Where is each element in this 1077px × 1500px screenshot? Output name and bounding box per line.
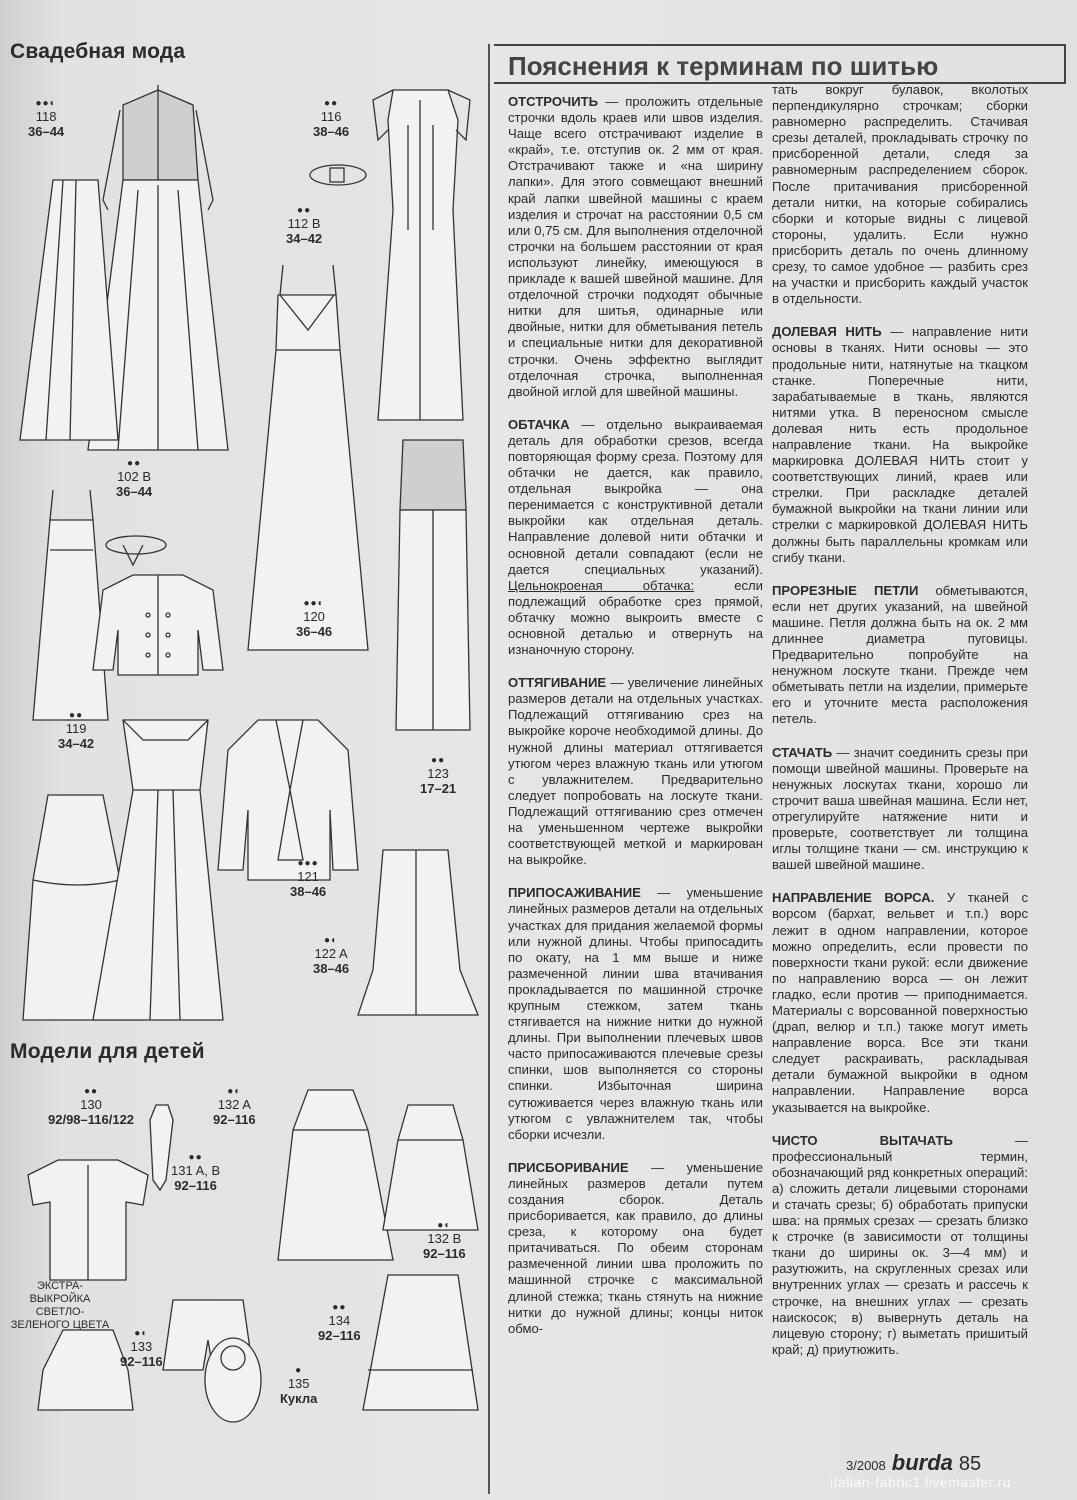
sketch-120-jacket — [93, 575, 223, 675]
model-label-133: ●◐ 133 92–116 — [120, 1328, 163, 1369]
glossary-entry: ОТТЯГИВАНИЕ — увеличение линейных размеров детали на отдельных участках. Подлежащий оттягиванию срез на выкройке короче необходимой длины. До нужной длины материал оттягивается утюгом через влажную ткань или утюгом с увлажнителем. Предварительно следует попробовать на лоскуте ткани. Подлежащий оттягиванию срез отмечен на уменьшенном чертеже выкройки соответствующей меткой и маркирован на выкройке. — [508, 675, 763, 868]
glossary-entry: ЧИСТО ВЫТАЧАТЬ — профессиональный термин, обозначающий ряд конкретных операций: а) сложить детали лицевыми сторонами и стачать срезы; б) обработать припуски шва: на прямых срезах — срезать близко к строчке (в зависимости от толщины ткани до ширины ок. 3—4 мм) и разутюжить, на скругленных срезах или внутренних углах — срезать и рассечь к строчке, на внешних углах — срезать наискосок; в) вывернуть деталь на лицевую сторону; г) выметать пришитый край; д) приутюжить. — [772, 1132, 1028, 1357]
model-label-118: ●●◐ 118 36–44 — [28, 98, 65, 139]
glossary-column-2 — [772, 82, 1028, 1375]
model-label-121: ●●● 121 38–46 — [290, 858, 327, 899]
sketch-belt — [310, 165, 366, 185]
sketch-133-top — [38, 1330, 133, 1410]
wedding-fashion-panel — [8, 30, 486, 1060]
extra-pattern-note: ЭКСТРА-ВЫКРОЙКА СВЕТЛО-ЗЕЛЕНОГО ЦВЕТА — [10, 1280, 110, 1331]
sketch-122a-skirt — [358, 850, 478, 1015]
model-label-122a: ●◐ 122 A 38–46 — [313, 935, 350, 976]
model-label-130: ●● 130 92/98–116/122 — [48, 1086, 135, 1127]
wedding-section-heading: Свадебная мода — [10, 40, 186, 63]
sketch-120-gown — [396, 440, 470, 730]
glossary-entry: ПРОРЕЗНЫЕ ПЕТЛИ обметываются, если нет других указаний, на швейной машине. Петля должна быть на ок. 2 мм длиннее диаметра пуговицы. Предварительно попробуйте на ненужном лоскуте ткани. Прежде чем обметывать петли на изделии, примерьте его и уточните места расположения петель. — [772, 582, 1028, 727]
model-label-120: ●●◐ 120 36–46 — [296, 598, 333, 639]
glossary-entry: ОТСТРОЧИТЬ — проложить отдельные строчки вдоль краев или швов изделия. Чаще всего отстрачивают изделие в «край», т.е. отступив ок. 2 мм от края. Отстрачивают также и «на ширину лапки». Для этого совмещают внешний край лапки швейной машины с краем изделия и строчат на расстоянии 0,5 см или 0,75 см. Для выполнения отделочной строчки на большем расстоянии от края используют линейку, имеющуюся в прикладе к вашей швейной машине. Для отделочной строчки подходят обычные нитки для шитья, одинарные или двойные, нитки для обметывания петель и специальные нитки для декоративной строчки. Очень эффектно выглядит отделочная строчка, выполненная двойной иглой для швейной машины. — [508, 94, 763, 399]
glossary-entry: ДОЛЕВАЯ НИТЬ — направление нити основы в тканях. Нити основы — это продольные нити, натянутые на ткацком станке. Поперечные нити, зарабатываемые в ткань, являются нитями утка. В переносном смысле долевая нить есть продольное направление ткани. На выкройке маркировка ДОЛЕВАЯ НИТЬ стоит у соответствующих линий, краев или стрелки. При раскладке деталей бумажной выкройки на ткани линии или стрелки с маркировкой ДОЛЕВАЯ НИТЬ должны быть параллельны кромкам или сгибу ткани. — [772, 324, 1029, 565]
kids-models-panel — [8, 1040, 486, 1440]
glossary-entry: ОБТАЧКА — отдельно выкраиваемая деталь для обработки срезов, всегда повторяющая форму среза. Поэтому для обтачки не дается, как правило, отдельная выкройка — она перенимается с конструктивной детали выкройки как отдельная деталь. Направление долевой нити обтачки и основной детали совпадают (если не дается специальных указаний). Цельнокроеная обтачка: если подлежащий обработке срез прямой, обтачку можно выкроить вместе с основной деталью и отвернуть на изнаночную сторону. — [508, 416, 763, 658]
sketch-116-gown — [373, 90, 470, 420]
model-label-132a: ●◐ 132 A 92–116 — [213, 1086, 256, 1127]
page-footer — [846, 1450, 981, 1476]
model-label-123: ●● 123 17–21 — [420, 755, 457, 796]
watermark: italian-fabric1.livemaster.ru — [830, 1474, 1012, 1490]
page-number: 85 — [958, 1453, 982, 1475]
brand-logo: burda — [891, 1450, 953, 1475]
sketch-132a-dress — [278, 1090, 393, 1260]
sketch-102b-dress — [33, 490, 108, 720]
column-divider — [488, 44, 490, 1494]
issue-number: 3/2008 — [846, 1458, 886, 1473]
model-label-132b: ●◐ 132 B 92–116 — [423, 1220, 466, 1261]
sketch-112b-dress — [248, 265, 368, 650]
sketch-tie — [150, 1105, 173, 1190]
model-label-135: ● 135 Кукла — [280, 1365, 318, 1406]
glossary-entry: СТАЧАТЬ — значит соединить срезы при помощи швейной машины. Проверьте на ненужных лоскутах ткани, хорошо ли строчит ваша швейная машина. Если нет, отрегулируйте натяжение нити и проверьте, соответствует ли толщина иглы толщине ткани — см. инструкцию к вашей швейной машине. — [772, 744, 1028, 873]
sketch-121-jacket — [218, 720, 358, 880]
wedding-sketches — [8, 30, 486, 1060]
model-label-119: ●● 119 34–42 — [58, 710, 95, 751]
glossary-entry: ПРИСБОРИВАНИЕ — уменьшение линейных размеров детали путем создания сборок. Деталь присборивается, как правило, до длины среза, к которому она будет притачиваться. По обеим сторонам размеченной линии шва проложить по машинной строчке с максимальной длиной стежка; ткань стянуть на нижние нитки до нужной длины; концы ниток обмо- — [508, 1159, 763, 1336]
model-label-102b: ●● 102 B 36–44 — [116, 458, 153, 499]
sketch-134-skirt — [363, 1275, 478, 1410]
glossary-title: Пояснения к терминам по шитью — [494, 44, 1066, 84]
glossary-entry: тать вокруг булавок, вколотых перпендикулярно строчкам; сборки равномерно распределить. Стачивая срезы деталей, прокладывать строчку по присборенной детали, следя за равномерным распределением сборок. После притачивания присборенной детали нитки, на которые собирались сборки и которые видны с лицевой стороны, удалить. Если нужно присборить деталь по очень длинному срезу, то самое удобное — разбить срез на участки и присборить каждый участок в отдельности. — [772, 82, 1028, 307]
glossary-column-1 — [508, 94, 763, 1354]
sketch-118-skirt — [20, 180, 118, 440]
sketch-135-doll — [205, 1338, 261, 1422]
model-label-112b: ●● 112 B 34–42 — [286, 205, 323, 246]
glossary-entry: НАПРАВЛЕНИЕ ВОРСА. У тканей с ворсом (бархат, вельвет и т.п.) ворс лежит в одном направлении, которое можно определить, если провести по поверхности ткани рукой: если движение по направлению ворса — он лежит гладко, если против — приподнимается. Материалы с ворсованной поверхностью (драп, велюр и т.п.) также могут иметь направление ворса. Все эти ткани следует раскраивать, раскладывая детали бумажной выкройки в одном направлении. Направление ворса указывается на выкройке. — [772, 890, 1028, 1115]
model-label-134: ●● 134 92–116 — [318, 1302, 361, 1343]
kids-section-heading: Модели для детей — [10, 1040, 205, 1063]
sketch-132b-top — [383, 1105, 478, 1230]
glossary-entry: ПРИПОСАЖИВАНИЕ — уменьшение линейных размеров детали на отдельных участках для придания желаемой формы или нужной длины. Чтобы припосадить по окату, на 1 мм выше и ниже размеченной линии шва втачивания прокладывается по машинной строчке крупным стежком, затем ткань стягивается на нижние нитки до нужной длины. При выполнении плечевых швов часто припосаживаются плечевые срезы спинки, шов выполняется со стороны спинки. Избыточная ширина сутюживается через влажную ткань или утюгом с увлажнителем так, чтобы сборки исчезли. — [508, 885, 763, 1142]
model-label-131: ●● 131 A, B 92–116 — [171, 1152, 221, 1193]
model-label-116: ●● 116 38–46 — [313, 98, 350, 139]
sketch-headband — [106, 536, 166, 565]
